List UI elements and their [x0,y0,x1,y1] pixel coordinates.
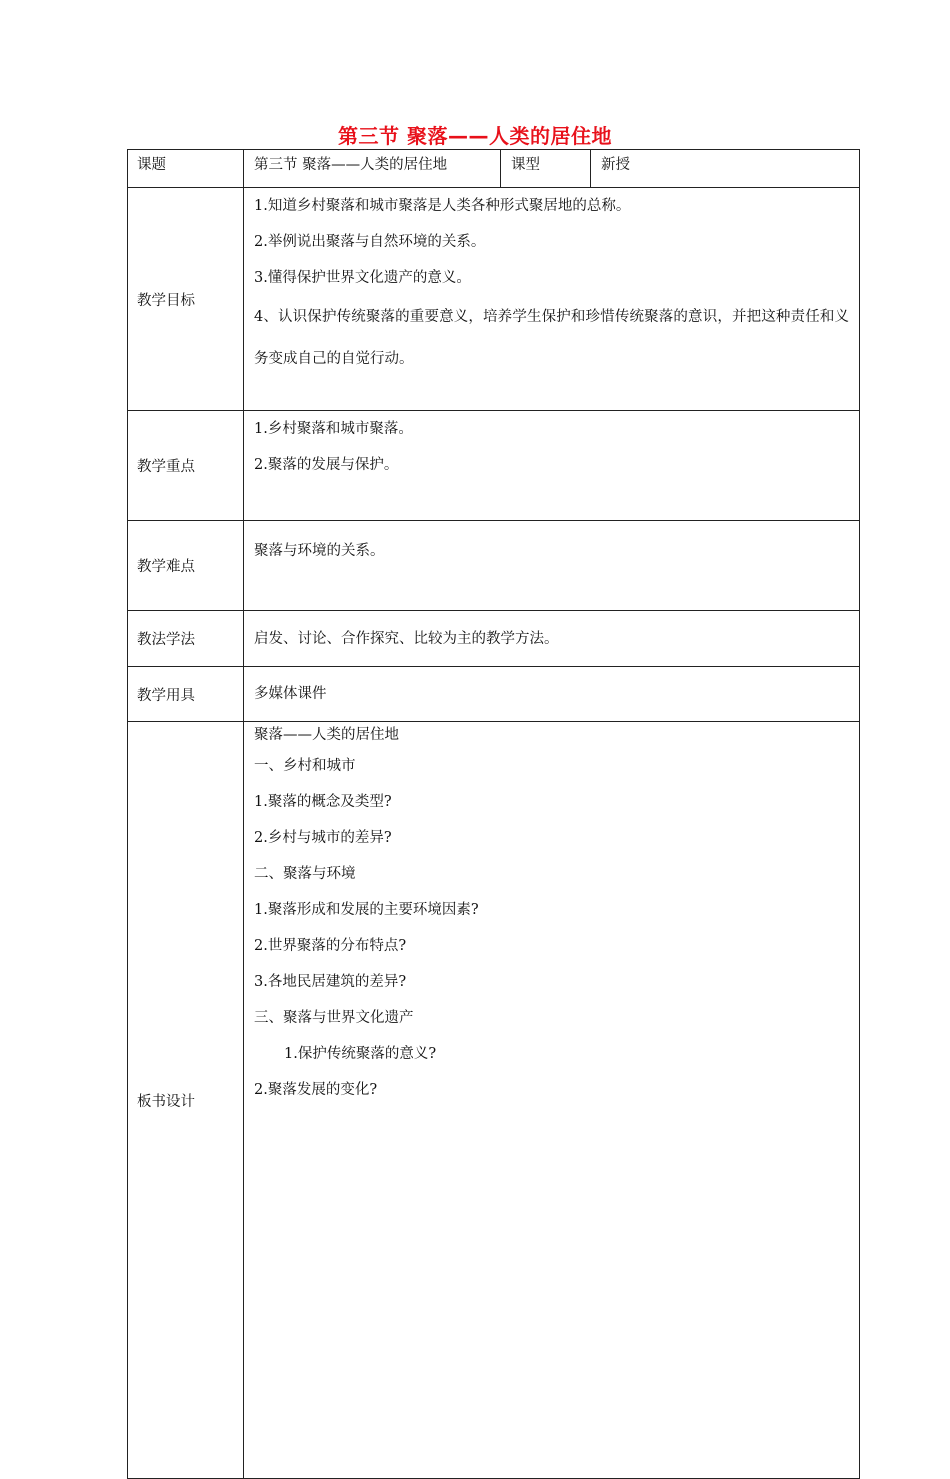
board-line: 三、聚落与世界文化遗产 [254,1010,414,1026]
board-line: 一、乡村和城市 [254,758,356,774]
methods-label-cell [128,611,244,667]
type-label-cell [501,150,591,188]
difficulties-content-cell [244,521,860,611]
key-point-item: 2.聚落的发展与保护。 [254,457,399,473]
objective-item: 3.懂得保护世界文化遗产的意义。 [254,270,471,286]
board-line: 聚落——人类的居住地 [254,727,399,743]
board-label-cell [128,722,244,1479]
row-difficulties [128,521,860,611]
row-objectives [128,188,860,411]
board-line: 二、聚落与环境 [254,866,356,882]
objectives-label: 教学目标 [137,292,195,309]
difficulties-value: 聚落与环境的关系。 [254,543,385,559]
board-line: 2.乡村与城市的差异? [254,830,392,846]
topic-label-cell [128,150,244,188]
topic-value: 第三节 聚落——人类的居住地 [254,157,448,173]
tools-content-cell [244,667,860,722]
board-line: 2.世界聚落的分布特点? [254,938,407,954]
tools-label-cell [128,667,244,722]
row-board-design [128,722,860,1479]
board-label: 板书设计 [137,1093,195,1110]
page-title: 第三节 聚落——人类的居住地 [338,124,612,148]
row-tools [128,667,860,722]
topic-label: 课题 [137,157,166,173]
objective-item: 1.知道乡村聚落和城市聚落是人类各种形式聚居地的总称。 [254,198,631,214]
row-methods [128,611,860,667]
board-line: 3.各地民居建筑的差异? [254,974,407,990]
key-points-label-cell [128,411,244,521]
objectives-content-cell [244,188,860,411]
methods-value: 启发、讨论、合作探究、比较为主的教学方法。 [254,630,559,647]
methods-content-cell [244,611,860,667]
board-line: 2.聚落发展的变化? [254,1082,378,1098]
tools-label: 教学用具 [137,687,195,704]
objective-item: 4、认识保护传统聚落的重要意义，培养学生保护和珍惜传统聚落的意识，并把这种责任和义务变成自己的自觉行动。 [254,309,849,367]
row-topic [128,150,860,188]
difficulties-label-cell [128,521,244,611]
lesson-plan-table [127,149,860,1479]
methods-label: 教法学法 [137,632,195,648]
tools-value: 多媒体课件 [254,686,327,702]
key-point-item: 1.乡村聚落和城市聚落。 [254,421,413,437]
type-value-cell [591,150,860,188]
topic-value-cell [244,150,501,188]
board-line: 1.聚落形成和发展的主要环境因素? [254,902,479,918]
row-key-points [128,411,860,521]
key-points-content-cell [244,411,860,521]
objective-item: 2.举例说出聚落与自然环境的关系。 [254,234,486,250]
difficulties-label: 教学难点 [137,559,195,575]
type-value: 新授 [601,157,630,173]
board-line: 1.聚落的概念及类型? [254,794,392,810]
board-content-cell [244,722,860,1479]
objectives-label-cell [128,188,244,411]
board-line: 1.保护传统聚落的意义? [284,1046,437,1062]
key-points-label: 教学重点 [137,459,195,475]
type-label: 课型 [511,157,540,173]
